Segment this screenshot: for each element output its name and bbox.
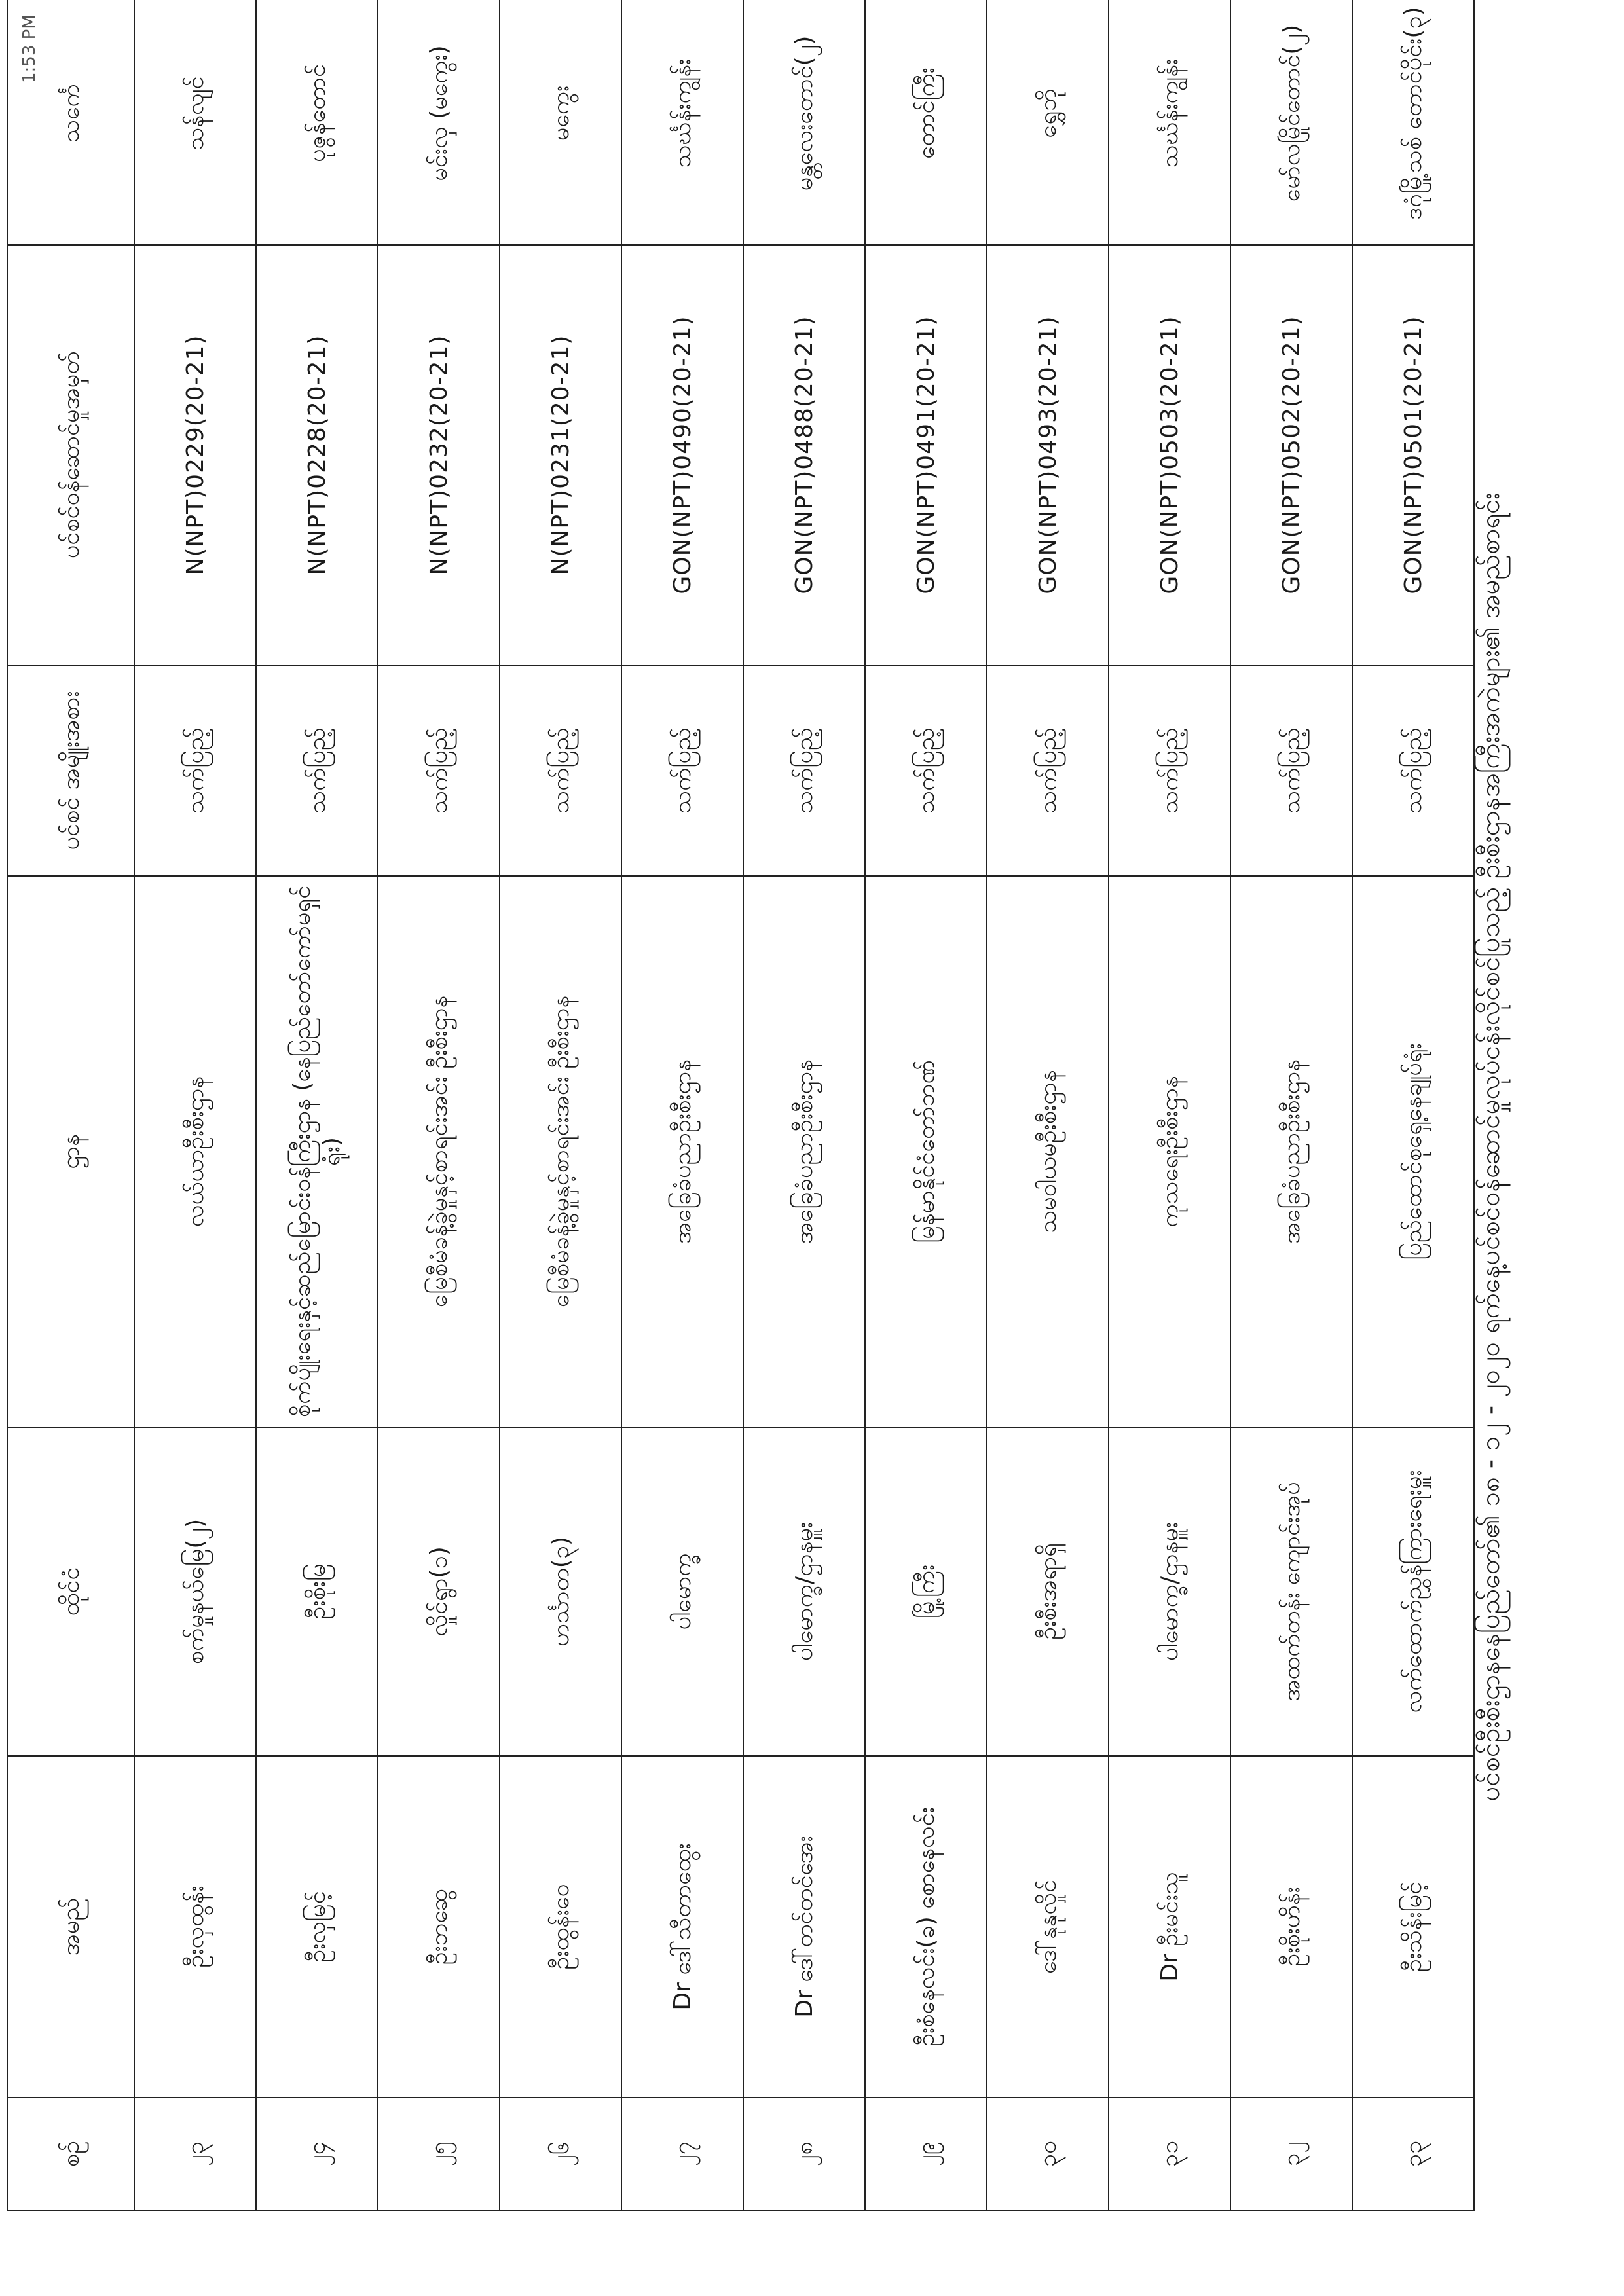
- table-row: [500, 0, 621, 2210]
- cell-no: ၂၄: [256, 2098, 378, 2210]
- cell-no: ၂၈: [743, 2098, 865, 2210]
- cell-township: ရွှေဘို: [987, 0, 1109, 245]
- table-row: [1109, 0, 1230, 2210]
- cell-name: Dr ဦးမင်းသူ: [1109, 1756, 1230, 2098]
- cell-license: GON(NPT)0493(20-21): [987, 245, 1109, 665]
- cell-position: ဦးစိုးမြ: [256, 1427, 378, 1756]
- cell-license: N(NPT)0231(20-21): [500, 245, 621, 665]
- cell-name: Dr ဒေါ်သီတာထွေး: [621, 1756, 743, 2098]
- pension-table: [7, 0, 1475, 2211]
- cell-type: သက်ပြည့်: [1109, 665, 1230, 876]
- cell-license: GON(NPT)0488(20-21): [743, 245, 865, 665]
- cell-position: အထက်တန်း ကျောင်းအုပ်: [1230, 1427, 1352, 1756]
- cell-township: ဒဂုံမြို့သစ် တောင်ပိုင်း(၃): [1352, 0, 1474, 245]
- cell-license: N(NPT)0232(20-21): [378, 245, 500, 665]
- header-type: ပင်စင် အမျိုးအစား: [7, 665, 134, 876]
- cell-license: GON(NPT)0490(20-21): [621, 245, 743, 665]
- cell-department: မြန်မာနိုင်ငံတော်ဘဏ်: [865, 876, 987, 1427]
- cell-license: GON(NPT)0503(20-21): [1109, 245, 1230, 665]
- cell-department: မြေစီမံခန့်ခွဲမှုနှင့်စာရင်းအင်း ဦးစီးဌာန: [500, 876, 621, 1427]
- cell-no: ၂၇: [621, 2098, 743, 2210]
- table-row: [1230, 0, 1352, 2210]
- table-row: [378, 0, 500, 2210]
- cell-township: သင်္ဃန်းကျွန်း: [1109, 0, 1230, 245]
- cell-no: ၃၀: [987, 2098, 1109, 2210]
- cell-position: လှိုင်ရွာ(၁): [378, 1427, 500, 1756]
- page-title: ပင်စင်ဦးစီးဌာနနေပြည်တော်၏ ၁၈ - ၁၂ - ၂၀၂၀ ရက်နေ့ပင်စင်ဝန်ဆောင်မှုလုပ်ငန်းလိုင်စင်ပြုသည့် ဦးစီးဌာနအကြီးအကဲများ၏ အမည်စာရင်း: [1475, 492, 1505, 1802]
- cell-type: သက်ပြည့်: [256, 665, 378, 876]
- cell-township: မကွေး: [500, 0, 621, 245]
- cell-type: သက်ပြည့်: [865, 665, 987, 876]
- cell-position: ဦးစီးအရာရှိ: [987, 1427, 1109, 1756]
- cell-no: ၂၃: [134, 2098, 256, 2210]
- cell-position: လက်ထောက်ညွှန်ကြားရေးမှူး: [1352, 1427, 1474, 1756]
- cell-name: ဦးစိုးဟိန်း: [1230, 1756, 1352, 2098]
- table-row: [987, 0, 1109, 2210]
- cell-township: မော်လမြိုင်တောင်(၂): [1230, 0, 1352, 245]
- header-position: ထိုင်ငံ: [7, 1427, 134, 1756]
- cell-no: ၂၉: [865, 2098, 987, 2210]
- cell-no: ၂၅: [378, 2098, 500, 2210]
- header-name: အမည်: [7, 1756, 134, 2098]
- cell-position: မြို့ကြီး: [865, 1427, 987, 1756]
- cell-name: ဦးလှထွန်း: [134, 1756, 256, 2098]
- cell-department: ပြည်ထောင်စုရှေ့နေချုပ်ရုံး: [1352, 876, 1474, 1427]
- cell-position: စက်မှုနယ်မြေ(၂): [134, 1427, 256, 1756]
- cell-name: ဒေါ်နုနုလှိုင်: [987, 1756, 1109, 2098]
- cell-type: သက်ပြည့်: [987, 665, 1109, 876]
- cell-type: သက်ပြည့်: [500, 665, 621, 876]
- cell-position: ပါမောက္ခ: [621, 1427, 743, 1756]
- cell-department: အခြေခံပညာဦးစီးဌာန: [743, 876, 865, 1427]
- table-header-row: [7, 0, 134, 2210]
- header-license: ပင်စင်ဝန်ဆောင်မှုအမှတ်: [7, 245, 134, 665]
- cell-department: သမဝါယမဦးစီးဌာန: [987, 876, 1109, 1427]
- cell-license: GON(NPT)0491(20-21): [865, 245, 987, 665]
- header-township: သင်္ကေ: [7, 0, 134, 245]
- cell-license: N(NPT)0228(20-21): [256, 245, 378, 665]
- scan-timestamp: 1:53 PM: [20, 14, 39, 83]
- cell-position: ပါမောက္ခ/ဌာနမှူး: [1109, 1427, 1230, 1756]
- cell-name: ဦးသိန်းမြင့်: [1352, 1756, 1474, 2098]
- cell-department: အခြေခံပညာဦးစီးဌာန: [621, 876, 743, 1427]
- cell-no: ၃၂: [1230, 2098, 1352, 2210]
- cell-type: သက်ပြည့်: [743, 665, 865, 876]
- cell-type: သက်ပြည့်: [378, 665, 500, 876]
- cell-department: မြေစီမံခန့်ခွဲမှုနှင့်စာရင်းအင်း ဦးစီးဌာန: [378, 876, 500, 1427]
- cell-type: သက်ပြည့်: [134, 665, 256, 876]
- table-row: [134, 0, 256, 2210]
- cell-township: သန်လျင်: [134, 0, 256, 245]
- table-row: [1352, 0, 1474, 2210]
- cell-township: တောင်ကြီး: [865, 0, 987, 245]
- cell-department: အခြေခံပညာဦးစီးဌာန: [1230, 876, 1352, 1427]
- cell-type: သက်ပြည့်: [621, 665, 743, 876]
- cell-township: ပုဇွန်တောင်: [256, 0, 378, 245]
- table-row: [621, 0, 743, 2210]
- cell-position: ဟင်္သာတ(၃): [500, 1427, 621, 1756]
- cell-type: သက်ပြည့်: [1230, 665, 1352, 876]
- cell-department: စိုက်ပျိုးရေးနှင့်ဆည်မြောင်းဝန်ကြီးဌာန (နေပြည်တော်ကော်မရှင်ရုံး): [256, 876, 378, 1427]
- cell-name: Dr ဒေါ်တင်တင်အေး: [743, 1756, 865, 2098]
- table-row: [865, 0, 987, 2210]
- cell-position: ပါမောက္ခ/ဌာနမှူး: [743, 1427, 865, 1756]
- cell-no: ၃၃: [1352, 2098, 1474, 2210]
- cell-township: သင်္ဃန်းကျွန်း: [621, 0, 743, 245]
- table-row: [256, 0, 378, 2210]
- cell-name: ဦးစံနေလင်း(ခ) စောနေလင်း: [865, 1756, 987, 2098]
- cell-no: ၃၁: [1109, 2098, 1230, 2210]
- cell-license: GON(NPT)0502(20-21): [1230, 245, 1352, 665]
- cell-name: ဦးထွန်းဝေ: [500, 1756, 621, 2098]
- cell-type: သက်ပြည့်: [1352, 665, 1474, 876]
- cell-name: ဦးလှမြင့်: [256, 1756, 378, 2098]
- cell-license: GON(NPT)0501(20-21): [1352, 245, 1474, 665]
- cell-township: မင်းလှ (မကွေး): [378, 0, 500, 245]
- cell-department: လယ်ယာဦးစီးဌာန: [134, 876, 256, 1427]
- cell-township: မန္တလေးတောင်(၂): [743, 0, 865, 245]
- cell-no: ၂၆: [500, 2098, 621, 2210]
- table-row: [743, 0, 865, 2210]
- header-department: ဌာန: [7, 876, 134, 1427]
- header-no: စဉ်: [7, 2098, 134, 2210]
- cell-name: ဦးဘဆွေ: [378, 1756, 500, 2098]
- cell-department: ကုသရေးဦးစီးဌာန: [1109, 876, 1230, 1427]
- cell-license: N(NPT)0229(20-21): [134, 245, 256, 665]
